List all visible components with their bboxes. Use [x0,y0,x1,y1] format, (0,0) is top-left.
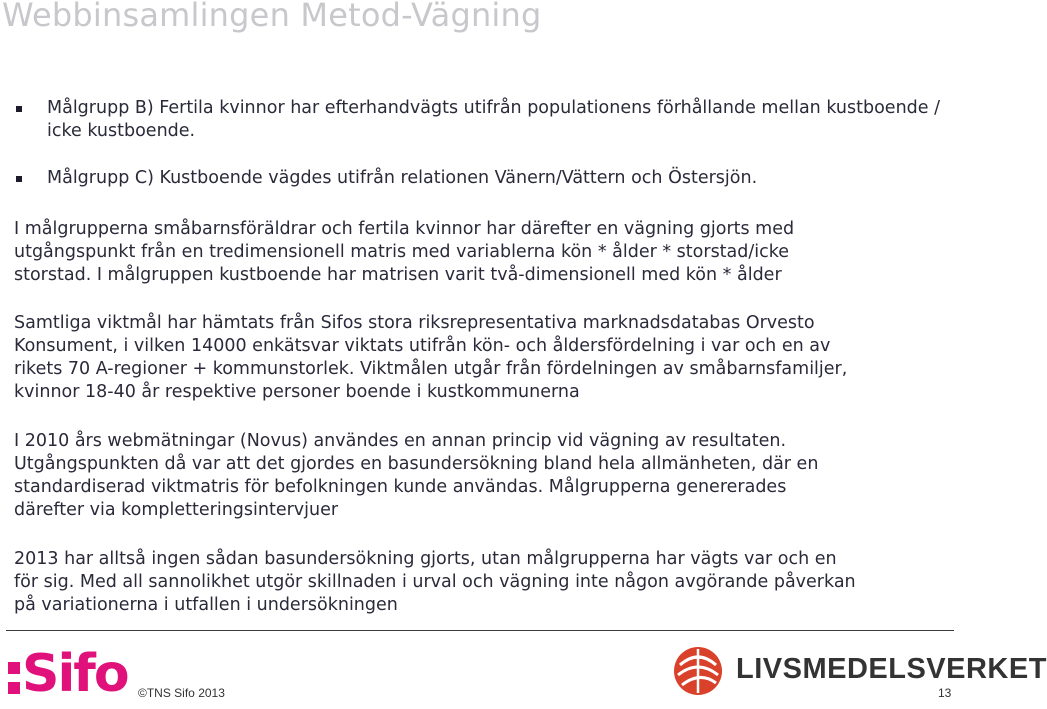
bullet-list [14,97,954,190]
footer-divider [6,630,954,631]
bullet-item [14,97,954,143]
sifo-logo-square-icon [8,662,20,674]
sifo-logo-wordmark: Sifo [22,644,128,704]
paragraph-2010-method: I 2010 års webmätningar (Novus) användes en annan princip vid vägning av resultaten. Utgångspunkten då var att det gjordes en basundersökning bland hela allmänheten, där en standardiserad viktmatris för befolkningen kunde användas. Målgrupperna genererades därefter via kompletteringsintervjuer [14,431,819,520]
livsmedelsverket-emblem-icon [672,645,730,697]
paragraph-weighting-matrix: I målgrupperna småbarnsföräldrar och fertila kvinnor har därefter en vägning gjorts med utgångspunkt från en tredimensionell matris med variablerna kön * ålder * storstad/icke storstad. I målgruppen kustboende har matrisen varit två-dimensionell med kön * ålder [14,219,795,285]
paragraph-weighting-targets: Samtliga viktmål har hämtats från Sifos stora riksrepresentativa marknadsdatabas Orvesto Konsument, i vilken 14000 enkätsvar viktats utifrån kön- och åldersfördelning i var och en av rikets 70 A-regioner + kommunstorlek. Viktmålen utgår från fördelningen av småbarnsfamiljer, kvinnor 18-40 år respektive personer boende i kustkommunerna [14,313,848,402]
bullet-text: Målgrupp C) Kustboende vägdes utifrån relationen Vänern/Vättern och Östersjön. [47,168,758,188]
livsmedelsverket-wordmark: LIVSMEDELSVERKET [736,653,1047,685]
bullet-item [14,167,954,190]
slide-title: Webbinsamlingen Metod-Vägning [2,0,542,34]
bullet-text: Målgrupp B) Fertila kvinnor har efterhandvägts utifrån populationens förhållande mellan kustboende / icke kustboende. [47,98,940,141]
sifo-logo-square-icon [8,682,20,694]
sifo-logo [8,644,130,704]
square-bullet-icon [16,176,22,182]
square-bullet-icon [16,106,22,112]
page-number: 13 [938,686,952,700]
copyright-text: ©TNS Sifo 2013 [138,686,225,700]
paragraph-2013-method: 2013 har alltså ingen sådan basundersökning gjorts, utan målgrupperna har vägts var och en för sig. Med all sannolikhet utgör skillnaden i urval och vägning inte någon avgörande påverkan på variationerna i utfallen i undersökningen [14,549,856,615]
